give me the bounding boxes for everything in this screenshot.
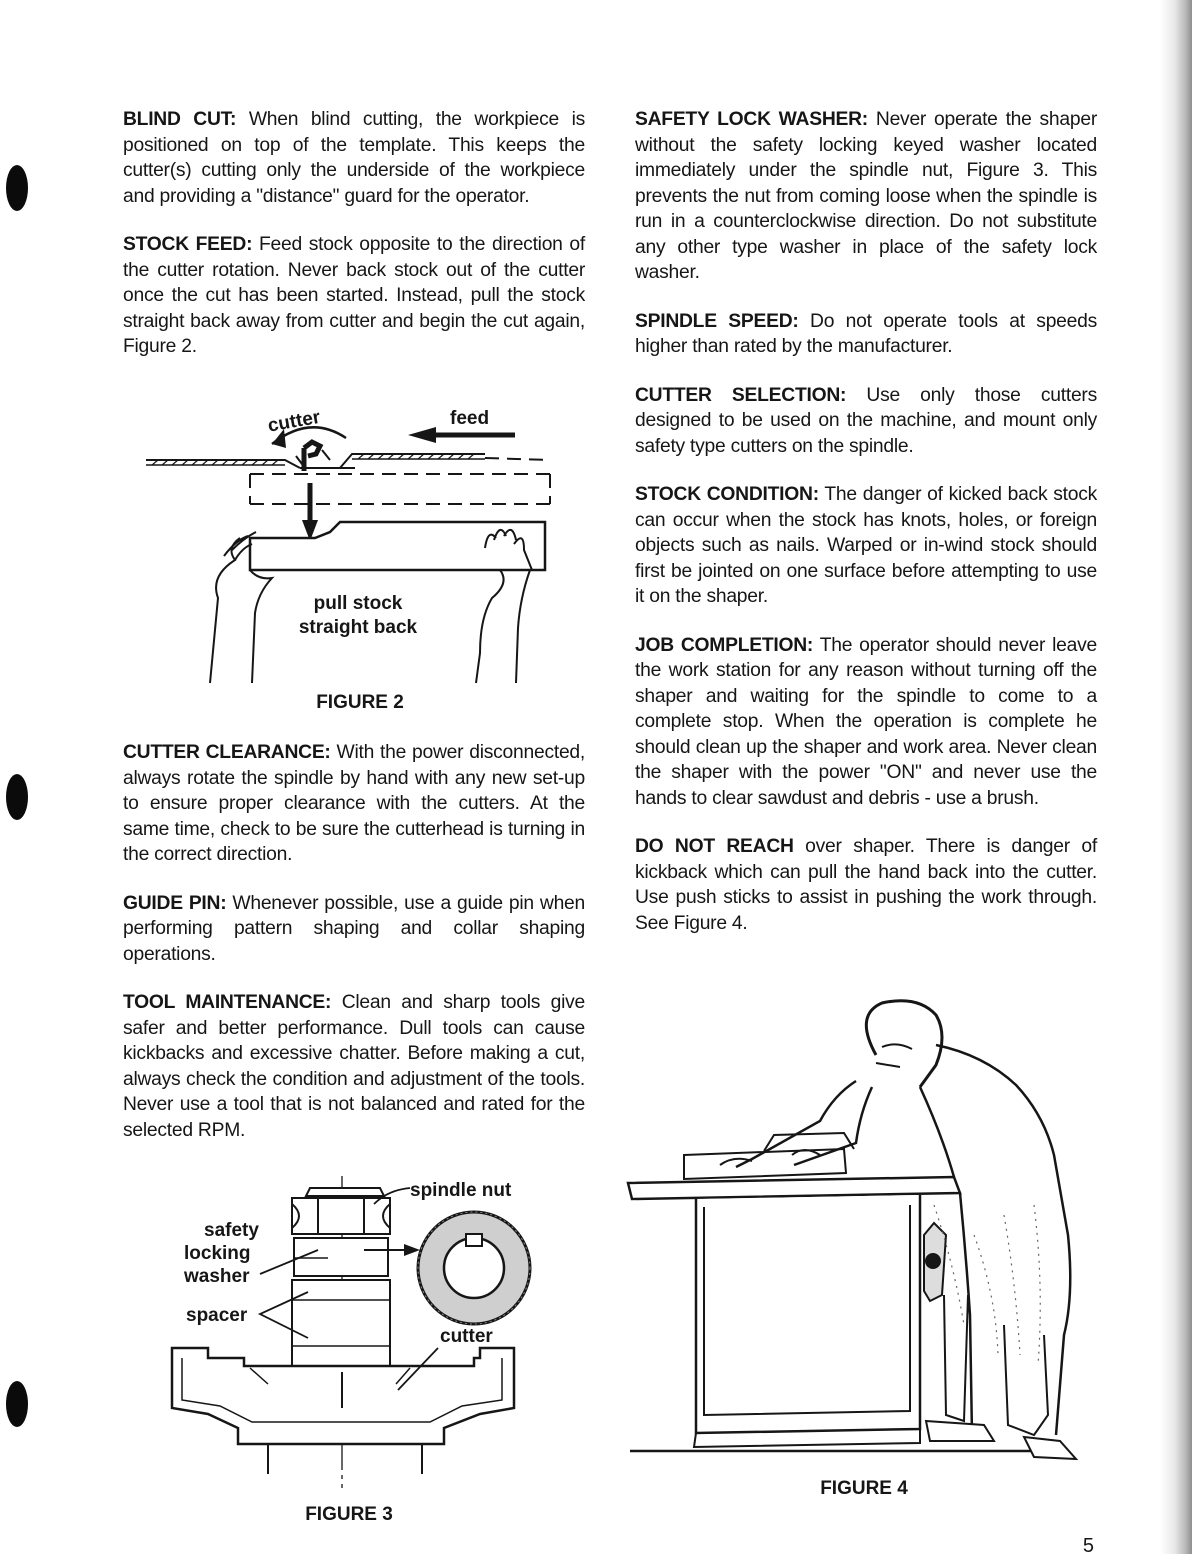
paragraph-stock-condition: [635, 482, 1097, 610]
text-blind-cut: When blind cutting, the workpiece is positioned on top of the template. This keeps the cutter(s) cutting only the underside of the workpiece and providing a "distance" guard for the operator.: [123, 109, 585, 207]
text-job-completion: The operator should never leave the work station for any reason without turning off the shaper and waiting for the spindle to come to a complete stop. When the operation is complete he should clean up the shaper and work area. Never clean the shaper with the power "ON" and never use the hands to clear sawdust and debris - use a brush.: [635, 634, 1097, 809]
paragraph-cutter-selection: [635, 383, 1097, 460]
paragraph-tool-maintenance: [123, 990, 585, 1143]
paragraph-spindle-speed: [635, 309, 1097, 360]
figure-3-caption: FIGURE 3: [305, 1504, 393, 1525]
text-spindle-speed: Do not operate tools at speeds higher than rated by the manufacturer.: [635, 310, 1097, 357]
figure-4-caption: FIGURE 4: [820, 1478, 908, 1499]
paragraph-job-completion: [635, 633, 1097, 812]
text-tool-maintenance: Clean and sharp tools give safer and better performance. Dull tools can cause kickbacks and excessive chatter. Before making a cut, always check the condition and adjustment of the tools. Never use a tool that is not balanced and rated for the selected RPM.: [123, 992, 585, 1141]
paragraph-do-not-reach: [635, 834, 1097, 936]
heading-cutter-clearance: CUTTER CLEARANCE:: [123, 742, 331, 763]
figure-2-label-straight-back: straight back: [298, 617, 418, 638]
heading-stock-condition: STOCK CONDITION:: [635, 484, 819, 505]
paragraph-blind-cut: [123, 107, 585, 209]
heading-job-completion: JOB COMPLETION:: [635, 634, 814, 656]
figure-3-label-spacer: spacer: [186, 1305, 248, 1326]
paragraph-cutter-clearance: [123, 740, 585, 868]
figure-3-label-cutter: cutter: [440, 1326, 493, 1347]
binder-hole-middle: [6, 774, 28, 820]
text-stock-feed: Feed stock opposite to the direction of the cutter rotation. Never back stock out of the cutter once the cut has been started. Instead, pull the stock straight back away from cutter and begin the cut again, Figure 2.: [123, 234, 585, 357]
heading-do-not-reach: DO NOT REACH: [635, 836, 794, 857]
left-column-top: [123, 107, 585, 383]
paragraph-guide-pin: [123, 891, 585, 968]
text-cutter-clearance: With the power disconnected, always rotate the spindle by hand with any new set-up to ensure proper clearance with the cutters. At the same time, check to be sure the cutterhead is turning in the correct direction.: [123, 742, 586, 865]
heading-tool-maintenance: TOOL MAINTENANCE:: [123, 992, 332, 1013]
binder-hole-bottom: [6, 1381, 28, 1427]
right-column: [635, 107, 1097, 959]
figure-3-label-spindle-nut: spindle nut: [410, 1180, 512, 1201]
figure-2-label-feed: feed: [450, 408, 490, 429]
heading-spindle-speed: SPINDLE SPEED:: [635, 310, 799, 332]
paragraph-stock-feed: [123, 232, 585, 360]
text-do-not-reach: over shaper. There is danger of kickback which can pull the hand back into the cutter. Use push sticks to assist in pushing the work through. See Figure 4.: [635, 836, 1097, 934]
figure-3-diagram: [168, 1176, 548, 1488]
text-cutter-selection: Use only those cutters designed to be used on the machine, and mount only safety type cutters on the spindle.: [635, 384, 1097, 457]
figure-3-label-safety: safety: [204, 1220, 259, 1241]
figure-2-diagram: [140, 398, 560, 688]
paragraph-safety-lock-washer: [635, 107, 1097, 286]
figure-2-label-pull-stock: pull stock: [313, 593, 403, 614]
heading-guide-pin: GUIDE PIN:: [123, 892, 227, 914]
left-column-bottom: [123, 740, 585, 1166]
text-guide-pin: Whenever possible, use a guide pin when performing pattern shaping and collar shaping operations.: [123, 892, 585, 965]
figure-2-caption: FIGURE 2: [316, 692, 404, 713]
text-stock-condition: The danger of kicked back stock can occur when the stock has knots, holes, or foreign objects such as nails. Warped or in-wind stock should first be jointed on one surface before attempting to use it on the shaper.: [635, 484, 1097, 607]
heading-safety-lock-washer: SAFETY LOCK WASHER:: [635, 109, 868, 130]
page-number: 5: [1082, 1535, 1094, 1557]
binder-hole-top: [6, 165, 28, 211]
figure-3-label-washer: washer: [184, 1266, 250, 1287]
heading-cutter-selection: CUTTER SELECTION:: [635, 384, 847, 406]
figure-4-illustration: [624, 995, 1094, 1475]
page-edge-shadow: [1160, 0, 1192, 1554]
heading-blind-cut: BLIND CUT:: [123, 109, 237, 130]
figure-3-label-locking: locking: [184, 1243, 251, 1264]
heading-stock-feed: STOCK FEED:: [123, 234, 253, 255]
figure-2-label-cutter: cutter: [266, 406, 322, 437]
text-safety-lock-washer: Never operate the shaper without the safety locking keyed washer located immediately under the spindle nut, Figure 3. This prevents the nut from coming loose when the spindle is run in a counterclockwise direction. Do not substitute any other type washer in place of the safety lock washer.: [635, 109, 1097, 283]
